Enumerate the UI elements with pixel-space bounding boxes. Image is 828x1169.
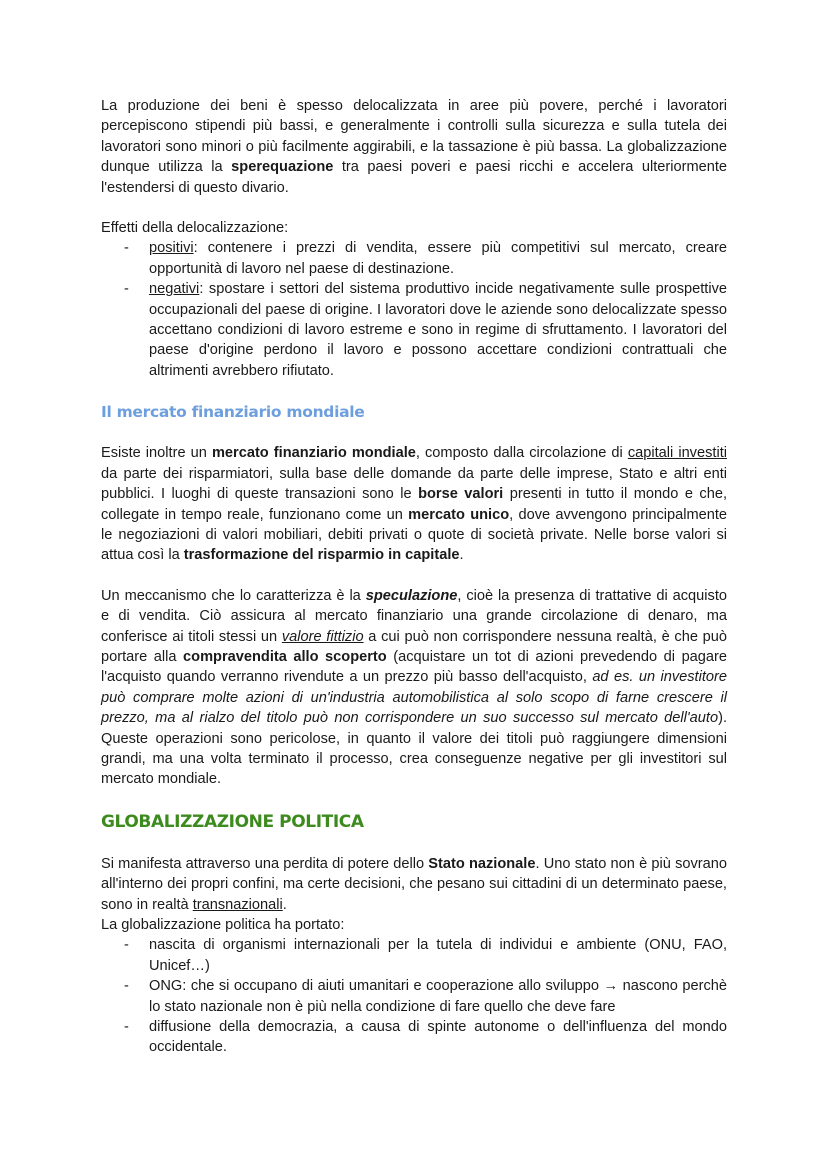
positive-label: positivi [149,240,194,257]
mercato-paragraph-2: Un meccanismo che lo caratterizza è la speculazione, cioè la presenza di trattative di acquisto e di vendita. Ciò assicura al mercato finanziario una grande circolazione di denaro, ma conferisce ai titoli stessi un valore fittizio a cui può non corrispondere nessuna realtà, è che può portare alla compravendita allo scoperto (acquistare un tot di azioni prevedendo di pagare l'acquisto quando verranno rivendute a un prezzo più basso dell'acquisto, ad es. un investitore può comprare molte azioni di un'industria automobilistica al solo scopo di farne crescere il prezzo, ma al rialzo del titolo può non corrispondere un suo successo sul mercato dell'auto). Queste operazioni sono pericolose, in quanto il valore dei titoli può raggiungere dimensioni grandi, ma una volta terminato il processo, crea conseguenze negative per gli investitori sul mercato mondiale. [101,587,728,788]
effects-heading: Effetti della delocalizzazione: [101,220,289,237]
mercato-paragraph-1: Esiste inoltre un mercato finanziario mondiale, composto dalla circolazione di capitali investiti da parte dei risparmiatori, sulla base delle domande da parte delle imprese, Stato e altri enti pubblici. I luoghi di queste transazioni sono le borse valori presenti in tutto il mondo e che, collegate in tempo reale, funzionano come un mercato unico, dove avvengono principalmente le negoziazioni di valori mobiliari, debiti privati o quote di società private. Nelle borse valori si attua così la trasformazione del risparmio in capitale. [101,445,728,564]
list-item: - negativi: spostare i settori del sistema produttivo incide negativamente sulle prospettive occupazionali del paese di origine. I lavoratori dove le aziende sono delocalizzate spesso accettano condizioni di lavoro estreme e sono in regime di sfruttamento. I lavoratori del paese d'origine perdono il lavoro e possono accettare condizioni contrattuali che altrimenti avrebbero rifiutato. [101,279,727,381]
list-item: - diffusione della democrazia, a causa di spinte autonome o dell'influenza del mondo occidentale. [101,1017,727,1058]
section-heading-politica: GLOBALIZZAZIONE POLITICA [101,811,364,832]
list-item: - positivi: contenere i prezzi di vendita, essere più competitivi sul mercato, creare opportunità di lavoro nel paese di destinazione. [101,238,727,279]
politica-list [101,935,727,1057]
politica-paragraph: Si manifesta attraverso una perdita di potere dello Stato nazionale. Uno stato non è più sovrano all'interno dei propri confini, ma certe decisioni, che pesano sui cittadini di un determinato paese, sono in realtà transnazionali. [101,855,727,913]
politica-list-intro: La globalizzazione politica ha portato: [101,917,345,933]
list-item: - nascita di organismi internazionali per la tutela di individui e ambiente (ONU, FAO, Unicef…) [101,935,727,976]
section-heading-mercato: Il mercato finanziario mondiale [101,403,365,422]
document-page [101,96,727,1058]
negative-label: negativi [149,281,200,298]
intro-paragraph: La produzione dei beni è spesso delocalizzata in aree più povere, perché i lavoratori percepiscono stipendi più bassi, e generalmente i controlli sulla sicurezza e sulla tutela dei lavoratori sono minori o più facilmente aggirabili, e la tassazione è più bassa. La globalizzazione dunque utilizza la sperequazione tra paesi poveri e paesi ricchi e accelera ulteriormente l'estendersi di questo divario. [101,98,727,196]
intro-bold-term: sperequazione [231,159,334,176]
list-item: - ONG: che si occupano di aiuti umanitari e cooperazione allo sviluppo → nascono perchè lo stato nazionale non è più nella condizione di fare quello che deve fare [101,976,727,1017]
effects-list [101,238,727,381]
